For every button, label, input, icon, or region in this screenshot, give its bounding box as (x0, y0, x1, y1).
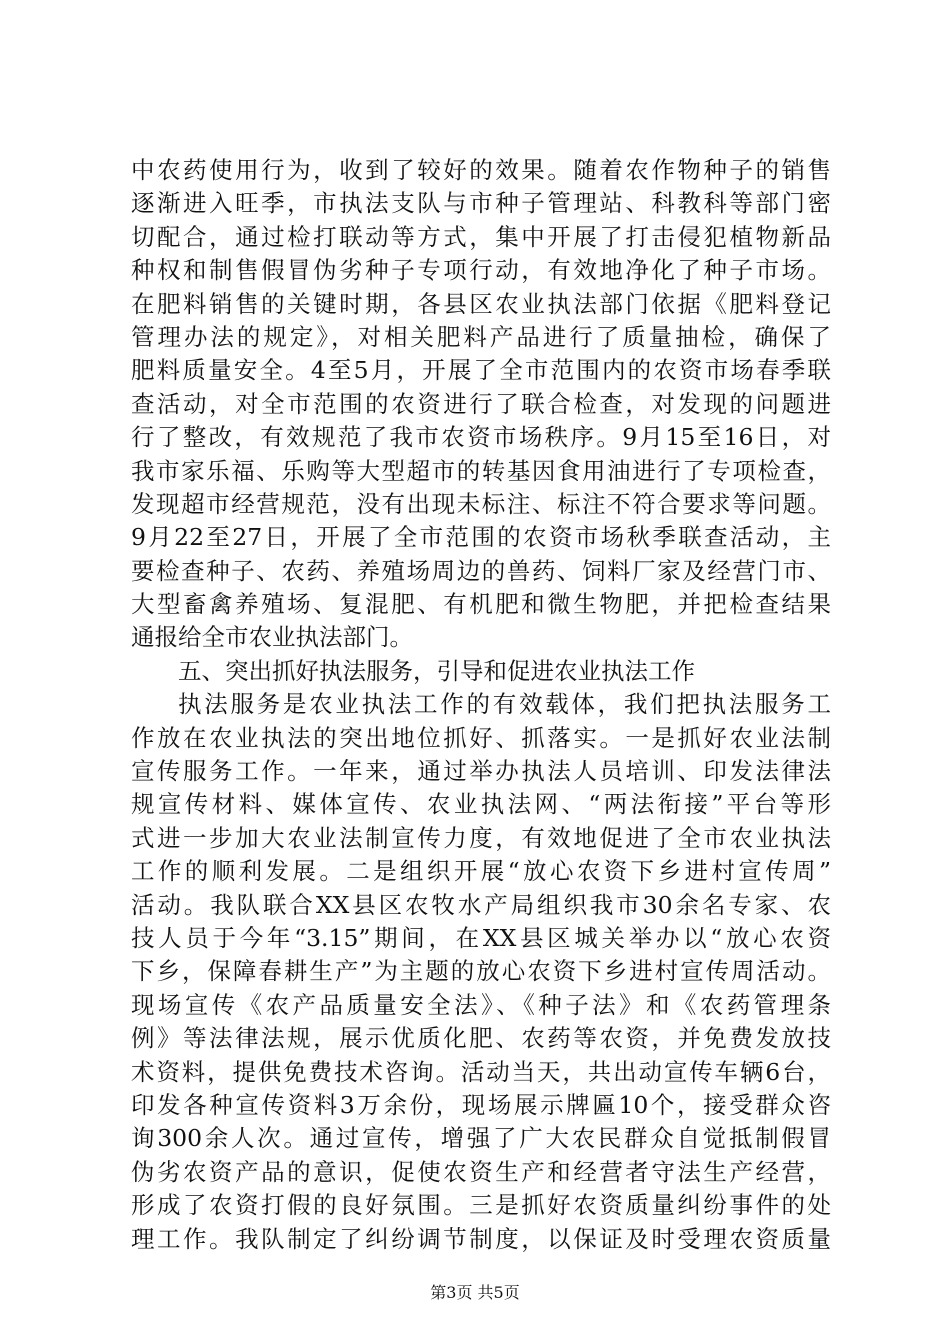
text-line: 伪劣农资产品的意识，促使农资生产和经营者守法生产经营， (131, 1157, 831, 1186)
text-line: 我市家乐福、乐购等大型超市的转基因食用油进行了专项检查， (131, 456, 831, 485)
text-line: 技人员于今年“3.15”期间，在XX县区城关举办以“放心农资 (131, 923, 831, 952)
text-line: 中农药使用行为，收到了较好的效果。随着农作物种子的销售 (131, 156, 831, 184)
document-body (131, 154, 831, 1256)
text-line: 发现超市经营规范，没有出现未标注、标注不符合要求等问题。 (131, 489, 831, 518)
page-number-footer: 第3页 共5页 (430, 1283, 520, 1302)
text-line: 现场宣传《农产品质量安全法》、《种子法》和《农药管理条 (131, 990, 831, 1019)
text-line: 术资料，提供免费技术咨询。活动当天，共出动宣传车辆6台， (131, 1057, 831, 1086)
text-line: 作放在农业执法的突出地位抓好、抓落实。一是抓好农业法制 (131, 723, 831, 752)
text-line: 例》等法律法规，展示优质化肥、农药等农资，并免费发放技 (131, 1024, 831, 1053)
text-line: 工作的顺利发展。二是组织开展“放心农资下乡进村宣传周” (131, 857, 831, 886)
text-line: 规宣传材料、媒体宣传、农业执法网、“两法衔接”平台等形 (131, 790, 831, 819)
text-line: 印发各种宣传资料3万余份，现场展示牌匾10个，接受群众咨 (131, 1090, 831, 1119)
text-line: 大型畜禽养殖场、复混肥、有机肥和微生物肥，并把检查结果 (131, 590, 831, 619)
text-line: 9月22至27日，开展了全市范围的农资市场秋季联查活动，主 (131, 523, 831, 552)
text-line: 要检查种子、农药、养殖场周边的兽药、饲料厂家及经营门市、 (131, 556, 831, 585)
text-line: 切配合，通过检打联动等方式，集中开展了打击侵犯植物新品 (131, 222, 831, 251)
text-line: 查活动，对全市范围的农资进行了联合检查，对发现的问题进 (131, 389, 831, 418)
text-line: 行了整改，有效规范了我市农资市场秩序。9月15至16日，对 (131, 423, 831, 452)
text-line: 理工作。我队制定了纠纷调节制度，以保证及时受理农资质量 (131, 1224, 831, 1253)
text-line: 执法服务是农业执法工作的有效载体，我们把执法服务工 (178, 690, 831, 719)
text-line: 通报给全市农业执法部门。 (131, 623, 413, 652)
text-line: 逐渐进入旺季，市执法支队与市种子管理站、科教科等部门密 (131, 189, 831, 218)
text-line: 活动。我队联合XX县区农牧水产局组织我市30余名专家、农 (131, 890, 831, 919)
text-line: 种权和制售假冒伪劣种子专项行动，有效地净化了种子市场。 (131, 256, 831, 285)
text-line: 形成了农资打假的良好氛围。三是抓好农资质量纠纷事件的处 (131, 1191, 831, 1220)
text-line: 在肥料销售的关键时期，各县区农业执法部门依据《肥料登记 (131, 289, 831, 318)
text-line: 式进一步加大农业法制宣传力度，有效地促进了全市农业执法 (131, 823, 831, 852)
text-line: 下乡，保障春耕生产”为主题的放心农资下乡进村宣传周活动。 (131, 957, 831, 986)
text-line: 肥料质量安全。4至5月，开展了全市范围内的农资市场春季联 (131, 356, 831, 385)
text-line: 询300余人次。通过宣传，增强了广大农民群众自觉抵制假冒 (131, 1124, 831, 1153)
text-line: 五、突出抓好执法服务，引导和促进农业执法工作 (178, 656, 695, 685)
text-line: 宣传服务工作。一年来，通过举办执法人员培训、印发法律法 (131, 757, 831, 786)
text-line: 管理办法的规定》，对相关肥料产品进行了质量抽检，确保了 (131, 322, 831, 351)
